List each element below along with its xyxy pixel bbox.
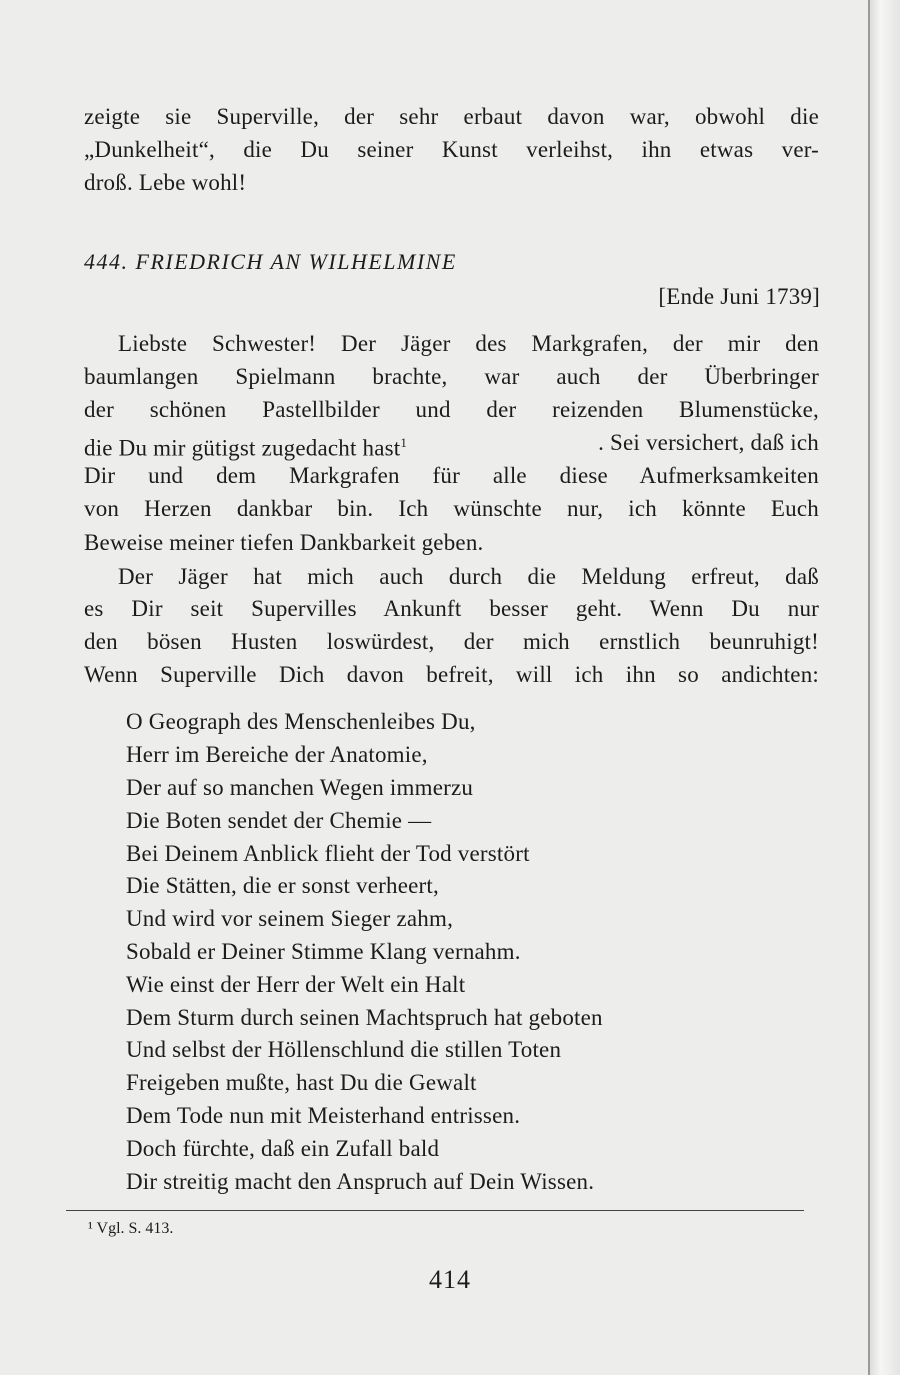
text-line: Dir und dem Markgrafen für alle diese Aufmerksamkeiten [84,463,819,488]
page-edge [868,0,900,1375]
text-fragment: . Sei versichert, daß ich [598,430,819,455]
text-line: Beweise meiner tiefen Dankbarkeit geben. [84,530,484,555]
poem-line: Herr im Bereiche der Anatomie, [126,742,428,767]
poem-line: Und selbst der Höllenschlund die stillen Toten [126,1037,562,1062]
text-line: baumlangen Spielmann brachte, war auch der Überbringer [84,364,819,389]
text-line: Liebste Schwester! Der Jäger des Markgrafen, der mir den [118,331,819,356]
text-line: „Dunkelheit“, die Du seiner Kunst verleihst, ihn etwas ver- [84,137,819,162]
letter-date: [Ende Juni 1739] [658,284,820,309]
poem-line: Und wird vor seinem Sieger zahm, [126,906,454,931]
footnote-rule [66,1210,804,1211]
binding-line [868,0,870,1375]
text-line [84,428,819,464]
poem-line: Die Stätten, die er sonst verheert, [126,873,439,898]
text-line: zeigte sie Superville, der sehr erbaut davon war, obwohl die [84,104,819,129]
text-fragment: die Du mir gütigst zugedacht hast [84,435,401,461]
page-number: 414 [429,1265,471,1294]
text-line: den bösen Husten loswürdest, der mich ernstlich beunruhigt! [84,629,819,654]
poem-line: Die Boten sendet der Chemie — [126,808,432,833]
text-line: von Herzen dankbar bin. Ich wünschte nur, ich könnte Euch [84,496,819,521]
poem-line: Sobald er Deiner Stimme Klang vernahm. [126,939,521,964]
text-line: droß. Lebe wohl! [84,170,247,195]
text-line: der schönen Pastellbilder und der reizenden Blumenstücke, [84,397,819,422]
text-line: es Dir seit Supervilles Ankunft besser geht. Wenn Du nur [84,596,819,621]
poem-line: Dir streitig macht den Anspruch auf Dein Wissen. [126,1169,595,1194]
poem-line: Bei Deinem Anblick flieht der Tod verstört [126,841,530,866]
text-line: Der Jäger hat mich auch durch die Meldung erfreut, daß [118,564,819,589]
poem-line: Dem Tode nun mit Meisterhand entrissen. [126,1103,521,1128]
poem-line: Wie einst der Herr der Welt ein Halt [126,972,466,997]
poem-line: Der auf so manchen Wegen immerzu [126,775,474,800]
text-line: Wenn Superville Dich davon befreit, will ich ihn so andichten: [84,662,819,687]
letter-heading: 444. FRIEDRICH AN WILHELMINE [84,249,457,274]
poem-line: Dem Sturm durch seinen Machtspruch hat geboten [126,1005,603,1030]
footnote-mark: 1 [400,435,408,450]
footnote: ¹ Vgl. S. 413. [88,1220,174,1237]
poem-line: Doch fürchte, daß ein Zufall bald [126,1136,440,1161]
poem-line: O Geograph des Menschenleibes Du, [126,709,476,734]
poem-line: Freigeben mußte, hast Du die Gewalt [126,1070,477,1095]
